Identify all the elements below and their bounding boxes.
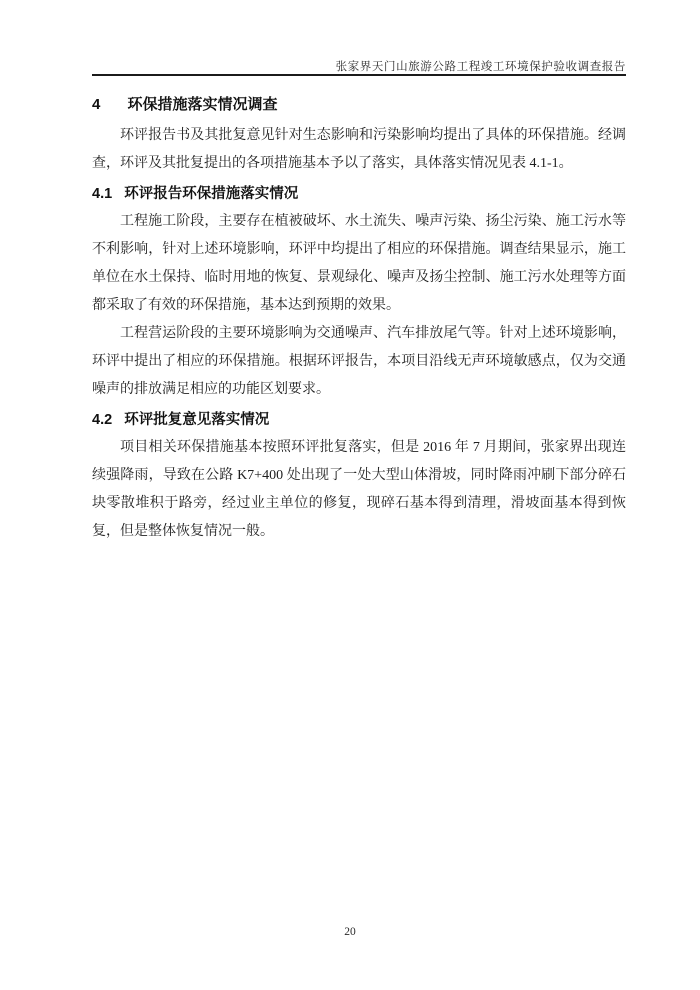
section-heading-4 <box>92 95 626 114</box>
section-heading-4-2 <box>92 411 626 430</box>
page-content <box>92 76 626 546</box>
page-number: 20 <box>344 926 356 938</box>
section-title-4-2: 环评批复意见落实情况 <box>124 412 270 428</box>
section-number-4-1: 4.1 <box>92 186 113 202</box>
section-heading-4-1 <box>92 185 626 204</box>
section-number-4-2: 4.2 <box>92 412 113 428</box>
section-title-4: 环保措施落实情况调查 <box>127 96 278 113</box>
section-number-4: 4 <box>92 96 101 113</box>
paragraph-4-2-a: 项目相关环保措施基本按照环评批复落实，但是 2016 年 7 月期间，张家界出现连续强降雨，导致在公路 K7+400 处出现了一处大型山体滑坡，同时降雨冲刷下部分碎石块零散堆积于路旁，经过业主单位的修复，现碎石基本得到清理，滑坡面基本得到恢复，但是整体恢复情况一般。 <box>92 440 626 539</box>
running-header: 张家界天门山旅游公路工程竣工环境保护验收调查报告 <box>335 61 626 73</box>
paragraph-4-1-b: 工程营运阶段的主要环境影响为交通噪声、汽车排放尾气等。针对上述环境影响，环评中提出了相应的环保措施。根据环评报告，本项目沿线无声环境敏感点，仅为交通噪声的排放满足相应的功能区划要求。 <box>92 326 626 397</box>
section-title-4-1: 环评报告环保措施落实情况 <box>124 186 299 202</box>
paragraph-4-1-a: 工程施工阶段，主要存在植被破坏、水土流失、噪声污染、扬尘污染、施工污水等不利影响，针对上述环境影响，环评中均提出了相应的环保措施。调查结果显示，施工单位在水土保持、临时用地的恢复、景观绿化、噪声及扬尘控制、施工污水处理等方面都采取了有效的环保措施，基本达到预期的效果。 <box>92 214 626 313</box>
paragraph-4-1: 环评报告书及其批复意见针对生态影响和污染影响均提出了具体的环保措施。经调查，环评及其批复提出的各项措施基本予以了落实，具体落实情况见表 4.1-1。 <box>92 128 626 171</box>
